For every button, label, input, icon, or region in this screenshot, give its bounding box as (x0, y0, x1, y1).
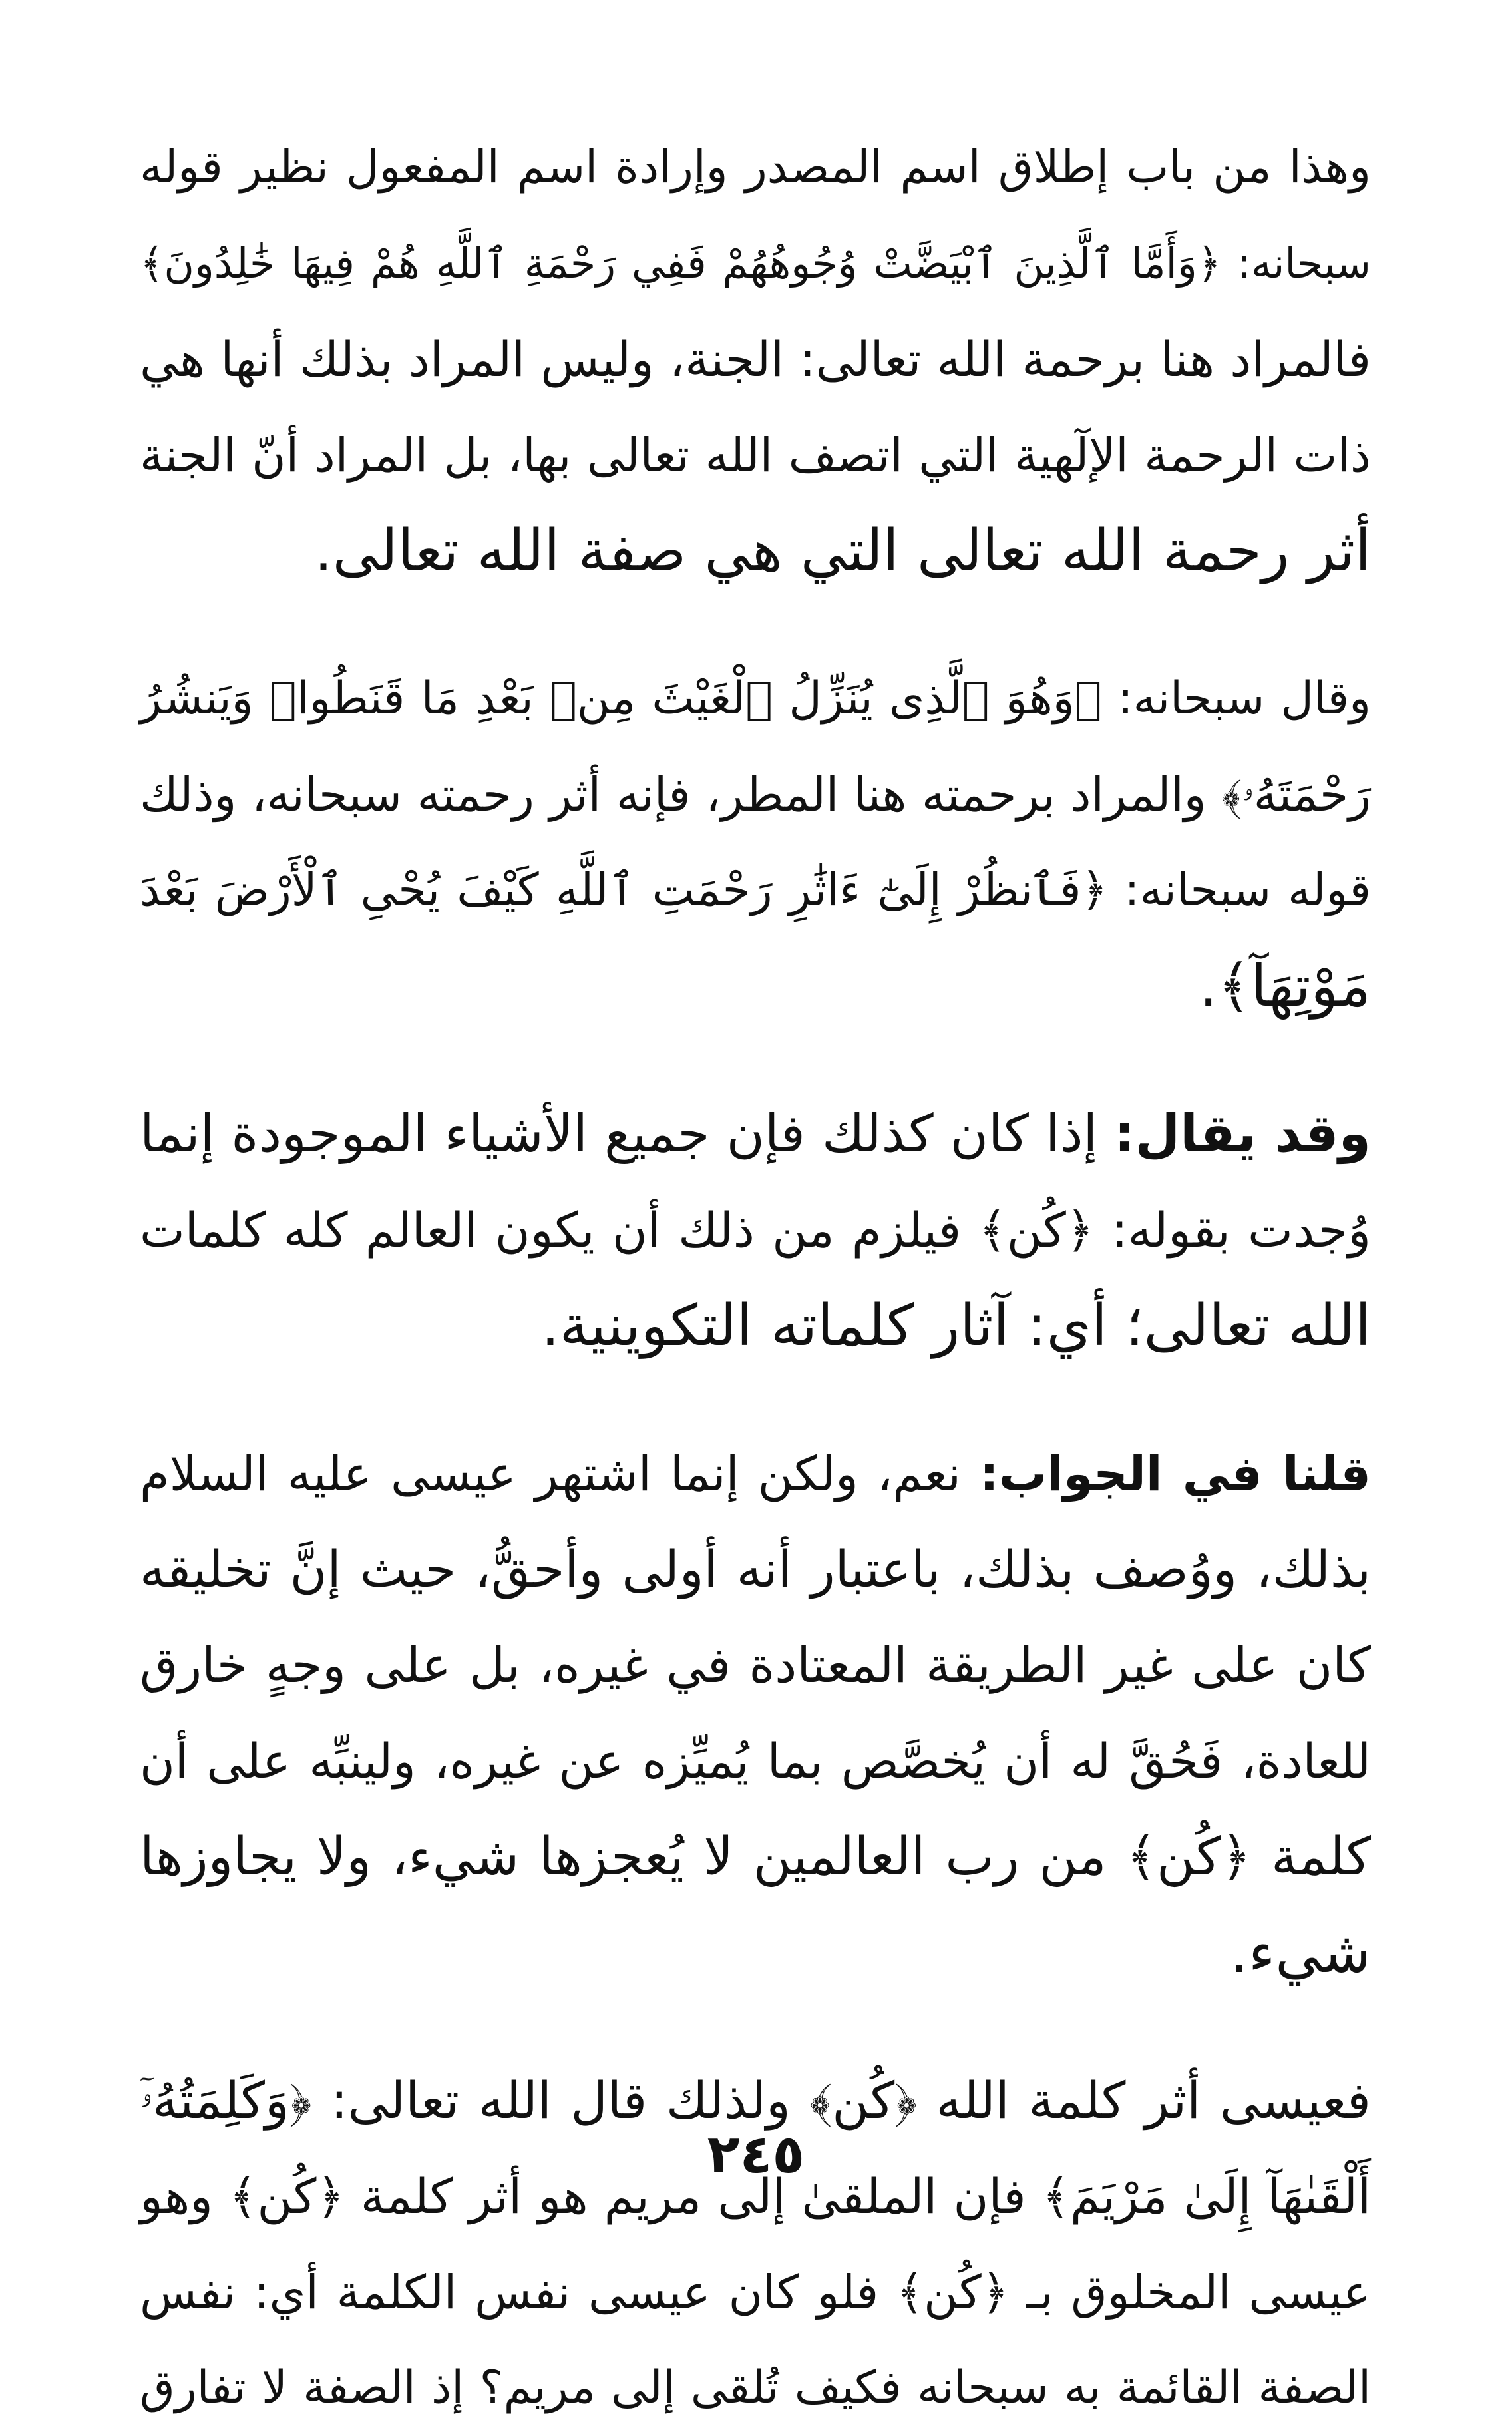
text-line: فالمراد هنا برحمة الله تعالى: الجنة، وليس المراد بذلك أنها هي (140, 331, 1371, 387)
text-line: وهذا من باب إطلاق اسم المصدر وإرادة اسم المفعول نظير قوله (140, 141, 1371, 194)
text-line: كلمة ﴿كُن﴾ من رب العالمين لا يُعجزها شيء، ولا يجاوزها (140, 1827, 1371, 1887)
text-line: أثر رحمة الله تعالى التي هي صفة الله تعالى. (314, 518, 1371, 584)
paragraph-lead: وقد يقال: (1114, 1104, 1371, 1164)
text-line: الصفة القائمة به سبحانه فكيف تُلقى إلى مريم؟ إذ الصفة لا تفارق (140, 2361, 1371, 2414)
paragraph-2 (140, 651, 1371, 1034)
paragraph-1 (140, 120, 1371, 599)
text-line: كان على غير الطريقة المعتادة في غيره، بل على وجهٍ خارق (140, 1637, 1371, 1694)
paragraph-4 (140, 1426, 1371, 2001)
text-line: مَوْتِهَآ﴾. (1199, 953, 1371, 1020)
paragraph-lead: قلنا في الجواب: (980, 1446, 1372, 1502)
paragraph-5 (140, 2053, 1371, 2436)
text-line: بذلك، ووُصف بذلك، باعتبار أنه أولى وأحقُّ، حيث إنَّ تخليقه (140, 1539, 1371, 1599)
text-line: ذات الرحمة الإلٓهية التي اتصف الله تعالى بها، بل المراد أنّ الجنة (140, 428, 1371, 483)
paragraph-3 (140, 1086, 1371, 1374)
text-line (140, 1086, 1371, 1182)
text-line: رَحْمَتَهُۥ﴾ والمراد برحمته هنا المطر، فإنه أثر رحمته سبحانه، وذلك (140, 767, 1371, 822)
text-line: وُجدت بقوله: ﴿كُن﴾ فيلزم من ذلك أن يكون العالم كله كلمات (140, 1202, 1371, 1258)
text-line: شيء. (1230, 1920, 1371, 1986)
text-line: وقال سبحانه: ﴿وَهُوَ ٱلَّذِى يُنَزِّلُ ٱلْغَيْثَ مِنۢ بَعْدِ مَا قَنَطُوا۟ وَيَنشُرُ (140, 672, 1371, 725)
text-line: الله تعالى؛ أي: آثار كلماته التكوينية. (541, 1293, 1371, 1359)
text-segment: نعم، ولكن إنما اشتهر عيسى عليه السلام (140, 1446, 980, 1502)
text-line: قوله سبحانه: ﴿فَٱنظُرْ إِلَىٰٓ ءَاثَٰرِ رَحْمَتِ ٱللَّهِ كَيْفَ يُحْىِ ٱلْأَرْضَ بَعْدَ (140, 864, 1371, 916)
text-line: للعادة، فَحُقَّ له أن يُخصَّص بما يُميِّزه عن غيره، ولينبِّه على أن (140, 1733, 1371, 1789)
page-number: ٢٤٥ (707, 2123, 805, 2185)
text-line: سبحانه: ﴿وَأَمَّا ٱلَّذِينَ ٱبْيَضَّتْ وُجُوهُهُمْ فَفِي رَحْمَةِ ٱللَّهِ هُمْ فِيهَا خَٰلِدُونَ﴾ (140, 239, 1371, 288)
text-line: عيسى المخلوق بـ ﴿كُن﴾ فلو كان عيسى نفس الكلمة أي: نفس (140, 2265, 1371, 2320)
text-segment: إذا كان كذلك فإن جميع الأشياء الموجودة إنما (140, 1104, 1115, 1164)
text-line: أَلْقَىٰهَآ إِلَىٰ مَرْيَمَ﴾ فإن الملقىٰ إلى مريم هو أثر كلمة ﴿كُن﴾ وهو (140, 2168, 1371, 2224)
page-body (140, 120, 1372, 2414)
text-line (140, 1426, 1371, 1522)
text-line: فعيسى أثر كلمة الله ﴿كُن﴾ ولذلك قال الله تعالى: ﴿وَكَلِمَتُهُۥٓ (140, 2071, 1371, 2130)
